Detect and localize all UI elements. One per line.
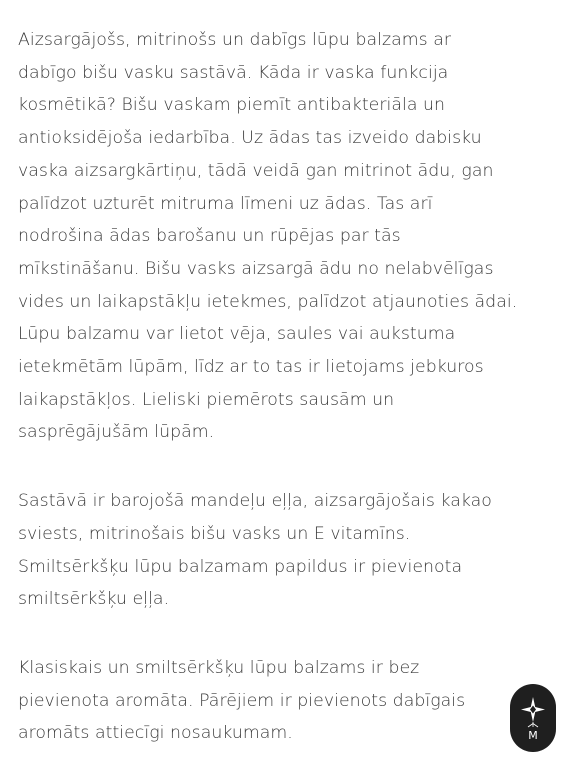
text-line: dabīgo bišu vasku sastāvā. Kāda ir vaska funkcija (18, 62, 449, 83)
text-line: Smiltsērkšķu lūpu balzamam papildus ir pievienota (18, 556, 463, 577)
text-line: smiltsērkšķu eļļa. (18, 589, 170, 610)
text-line: pievienota aromāta. Pārējiem ir pievienots dabīgais (18, 690, 466, 711)
text-line: aromāts attiecīgi nosaukumam. (18, 723, 293, 744)
text-line: antioksidējoša iedarbība. Uz ādas tas izveido dabisku (18, 128, 482, 149)
text-line: palīdzot uzturēt mitruma līmeni uz ādas. Tas arī (18, 193, 433, 214)
text-line: nodrošina ādas barošanu un rūpējas par tās (18, 226, 401, 247)
text-line: Lūpu balzamu var lietot vēja, saules vai aukstuma (18, 324, 456, 345)
description-paragraph-1 (18, 24, 558, 449)
text-line: sasprēgājušām lūpām. (18, 422, 215, 443)
description-paragraph-2 (18, 485, 558, 616)
text-line: sviests, mitrinošais bišu vasks un E vitamīns. (18, 523, 411, 544)
brand-logo-icon (518, 694, 548, 742)
text-line: Sastāvā ir barojošā mandeļu eļļa, aizsargājošais kakao (18, 491, 492, 512)
text-line: laikapstākļos. Lieliski piemērots sausām un (18, 389, 395, 410)
text-line: Aizsargājošs, mitrinošs un dabīgs lūpu balzams ar (18, 30, 452, 50)
description-paragraph-3 (18, 652, 558, 750)
text-line: vides un laikapstākļu ietekmes, palīdzot atjaunoties ādai. (18, 291, 518, 312)
text-line: mīkstināšanu. Bišu vasks aizsargā ādu no nelabvēlīgas (18, 258, 494, 279)
text-line: Klasiskais un smiltsērkšķu lūpu balzams ir bez (18, 657, 420, 678)
brand-floating-button[interactable] (510, 684, 556, 752)
text-line: vaska aizsargkārtiņu, tādā veidā gan mitrinot ādu, gan (18, 160, 494, 181)
text-line: ietekmētām lūpām, līdz ar to tas ir lietojams jebkuros (18, 357, 484, 378)
brand-monogram: M (528, 729, 538, 742)
product-description (18, 24, 558, 750)
text-line: kosmētikā? Bišu vaskam piemīt antibakteriāla un (18, 95, 446, 116)
